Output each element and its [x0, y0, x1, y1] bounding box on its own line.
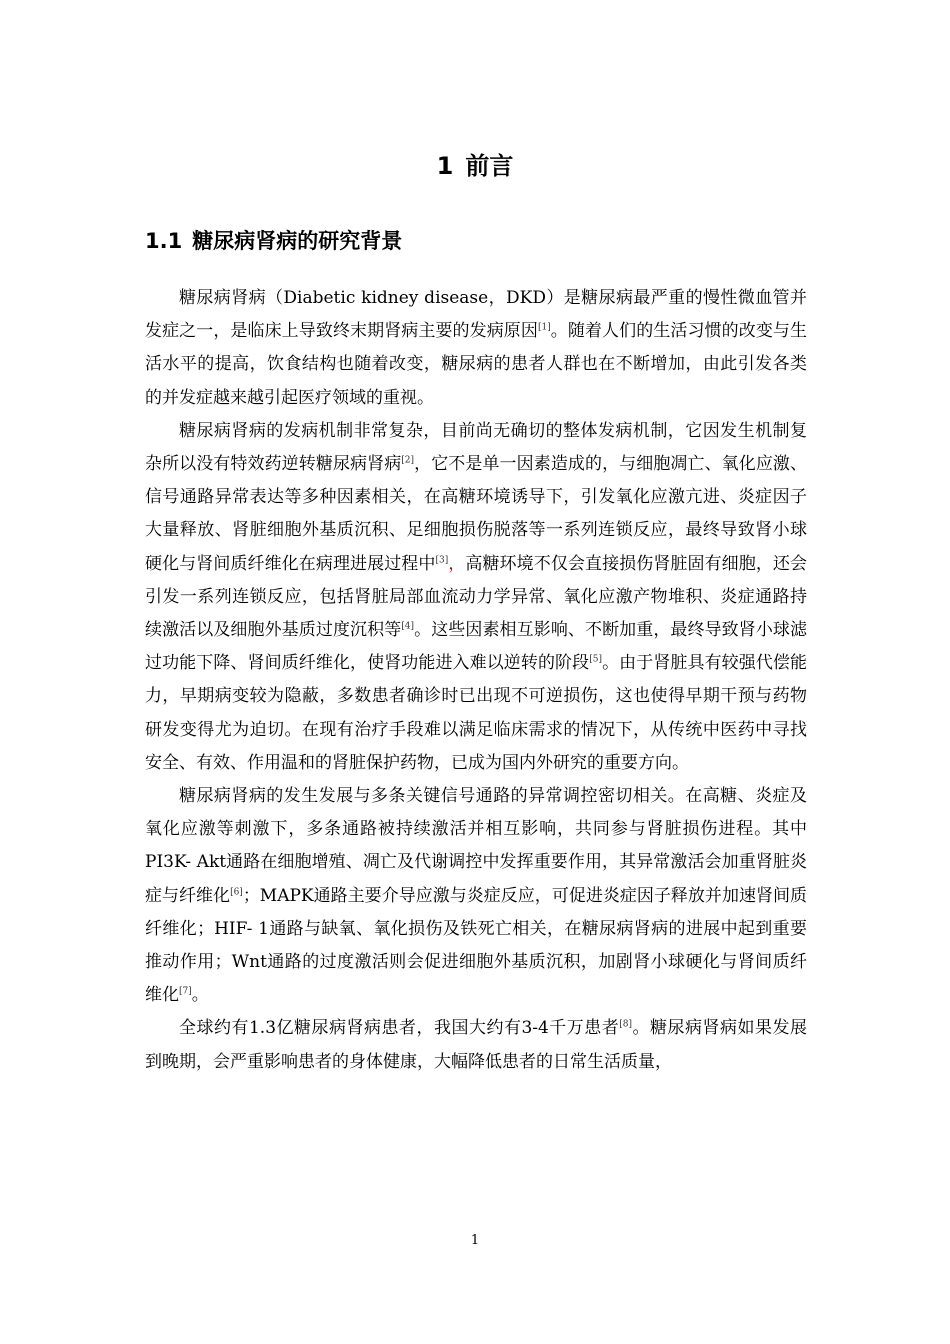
citation-ref: [3] — [435, 554, 449, 565]
body-text — [145, 282, 807, 1079]
citation-ref: [6] — [230, 887, 243, 897]
text-run: 。这些因素相互影响、不断加重，最终导致肾小球滤过功能下降、肾间质纤维化，使肾功能进入难以逆转的阶段 — [145, 620, 808, 674]
section-heading — [145, 226, 402, 256]
paragraph-4 — [145, 1012, 807, 1078]
paragraph-1 — [145, 282, 807, 415]
chapter-number: 1 — [436, 152, 454, 180]
chapter-title — [0, 148, 950, 184]
text-run: 。随着人们的生活习惯的改变与生活水平的提高，饮食结构也随着改变，糖尿病的患者人群也在不断增加，由此引发各类的并发症越来越引起医疗领域的重视。 — [145, 321, 808, 408]
section-number: 1.1 — [145, 229, 183, 253]
page-number: 1 — [470, 1233, 480, 1248]
text-run: ；MAPK通路主要介导应激与炎症反应，可促进炎症因子释放并加速肾间质纤维化；HIF- 1通路与缺氧、氧化损伤及铁死亡相关，在糖尿病肾病的进展中起到重要推动作用；Wnt通路的过度激活则会促进细胞外基质沉积，加剧肾小球硬化与肾间质纤维化 — [145, 885, 807, 1006]
citation-ref: [2] — [401, 455, 415, 466]
text-run: 。 — [191, 985, 209, 1006]
paragraph-3 — [145, 780, 807, 1012]
text-run: ，它不是单一因素造成的，与细胞凋亡、氧化应激、信号通路异常表达等多种因素相关，在高糖环境诱导下，引发氧化应激亢进、炎症因子大量释放、肾脏细胞外基质沉积、足细胞损伤脱落等一系列连锁反应，最终导致肾小球硬化与肾间质纤维化在病理进展过程中 — [145, 454, 808, 574]
red-comma: ， — [448, 553, 466, 574]
citation-ref: [1] — [537, 322, 551, 333]
text-run: 糖尿病肾病（Diabetic kidney disease，DKD）是糖尿病最严重的慢性微血管并发症之一，是临床上导致终末期肾病主要的发病原因 — [145, 288, 807, 342]
citation-ref: [4] — [401, 621, 415, 632]
paragraph-2 — [145, 415, 807, 780]
section-title-text: 糖尿病肾病的研究背景 — [192, 229, 403, 253]
citation-ref: [7] — [179, 986, 192, 997]
text-run: 糖尿病肾病的发病机制非常复杂，目前尚无确切的整体发病机制，它因发生机制复杂所以没有特效药逆转糖尿病肾病 — [145, 420, 807, 475]
text-run: 全球约有1.3亿糖尿病肾病患者，我国大约有3-4千万患者 — [179, 1018, 620, 1039]
chapter-title-text: 前言 — [465, 152, 514, 180]
text-run: 。糖尿病肾病如果发展到晚期，会严重影响患者的身体健康，大幅降低患者的日常生活质量， — [145, 1018, 807, 1072]
text-run: 糖尿病肾病的发生发展与多条关键信号通路的异常调控密切相关。在高糖、炎症及氧化应激等刺激下，多条通路被持续激活并相互影响，共同参与肾脏损伤进程。其中PI3K- Akt通路在细胞增殖、凋亡及代谢调控中发挥重要作用，其异常激活会加重肾脏炎症与纤维化 — [145, 786, 807, 906]
text-run: 。由于肾脏具有较强代偿能力，早期病变较为隐蔽，多数患者确诊时已出现不可逆损伤，这也使得早期干预与药物研发变得尤为迫切。在现有治疗手段难以满足临床需求的情况下，从传统中医药中寻找安全、有效、作用温和的肾脏保护药物，已成为国内外研究的重要方向。 — [145, 653, 808, 773]
citation-ref: [5] — [589, 654, 602, 665]
text-run: 高糖环境不仅会直接损伤肾脏固有细胞，还会引发一系列连锁反应，包括肾脏局部血流动力学异常、氧化应激产物堆积、炎症通路持续激活以及细胞外基质过度沉积等 — [145, 553, 808, 641]
citation-ref: [8] — [619, 1019, 633, 1030]
